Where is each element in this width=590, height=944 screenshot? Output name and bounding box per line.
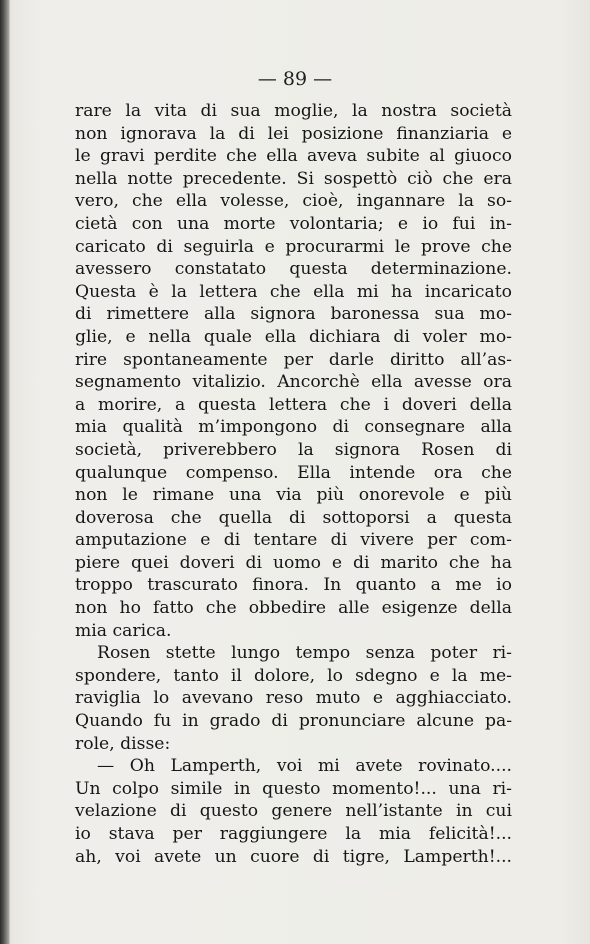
page-number: — 89 — xyxy=(257,68,333,90)
text-line: Un colpo simile in questo momento!... una ri- xyxy=(75,778,512,799)
text-line: di rimettere alla signora baronessa sua mo- xyxy=(75,304,512,325)
text-line: caricato di seguirla e procurarmi le prove che xyxy=(75,236,512,257)
text-line: Quando fu in grado di pronunciare alcune pa- xyxy=(75,711,512,732)
text-line: ah, voi avete un cuore di tigre, Lamperth!... xyxy=(75,846,512,867)
text-line: role, disse: xyxy=(75,733,171,754)
text-line: non ignorava la di lei posizione finanziaria e xyxy=(75,123,512,144)
text-line: amputazione e di tentare di vivere per com- xyxy=(75,530,512,551)
text-line: vero, che ella volesse, cioè, ingannare la so- xyxy=(75,191,512,212)
text-line: — Oh Lamperth, voi mi avete rovinato.... xyxy=(97,756,512,777)
text-line: doverosa che quella di sottoporsi a questa xyxy=(75,507,512,528)
text-line: piere quei doveri di uomo e di marito che ha xyxy=(75,552,512,573)
text-line: troppo trascurato finora. In quanto a me io xyxy=(75,575,512,596)
book-spine-edge xyxy=(0,0,10,944)
text-line: rire spontaneamente per darle diritto all’as- xyxy=(75,349,512,370)
text-line: segnamento vitalizio. Ancorchè ella avesse ora xyxy=(75,372,512,393)
text-line: nella notte precedente. Si sospettò ciò che era xyxy=(75,168,512,189)
text-line: io stava per raggiungere la mia felicità!... xyxy=(75,824,512,844)
text-line: Questa è la lettera che ella mi ha incaricato xyxy=(75,281,512,302)
text-line: non le rimane una via più onorevole e più xyxy=(75,485,512,506)
text-line: cietà con una morte volontaria; e io fui in- xyxy=(75,213,512,234)
text-line: mia qualità m’impongono di consegnare alla xyxy=(75,417,512,438)
text-line: società, priverebbero la signora Rosen di xyxy=(75,439,512,460)
body-text xyxy=(75,100,512,868)
text-line: qualunque compenso. Ella intende ora che xyxy=(75,462,512,483)
text-line: raviglia lo avevano reso muto e agghiacciato. xyxy=(75,688,512,709)
text-line: a morire, a questa lettera che i doveri della xyxy=(75,394,512,415)
text-line: non ho fatto che obbedire alle esigenze della xyxy=(75,598,512,619)
text-line: rare la vita di sua moglie, la nostra società xyxy=(75,101,512,121)
text-line: le gravi perdite che ella aveva subite al giuoco xyxy=(75,146,512,167)
text-line: mia carica. xyxy=(75,620,172,641)
text-line: velazione di questo genere nell’istante in cui xyxy=(75,801,512,822)
text-line: spondere, tanto il dolore, lo sdegno e la me- xyxy=(75,665,512,686)
text-line: avessero constatato questa determinazione. xyxy=(75,259,512,280)
text-line: Rosen stette lungo tempo senza poter ri- xyxy=(97,643,512,664)
text-line: glie, e nella quale ella dichiara di voler mo- xyxy=(75,326,512,347)
